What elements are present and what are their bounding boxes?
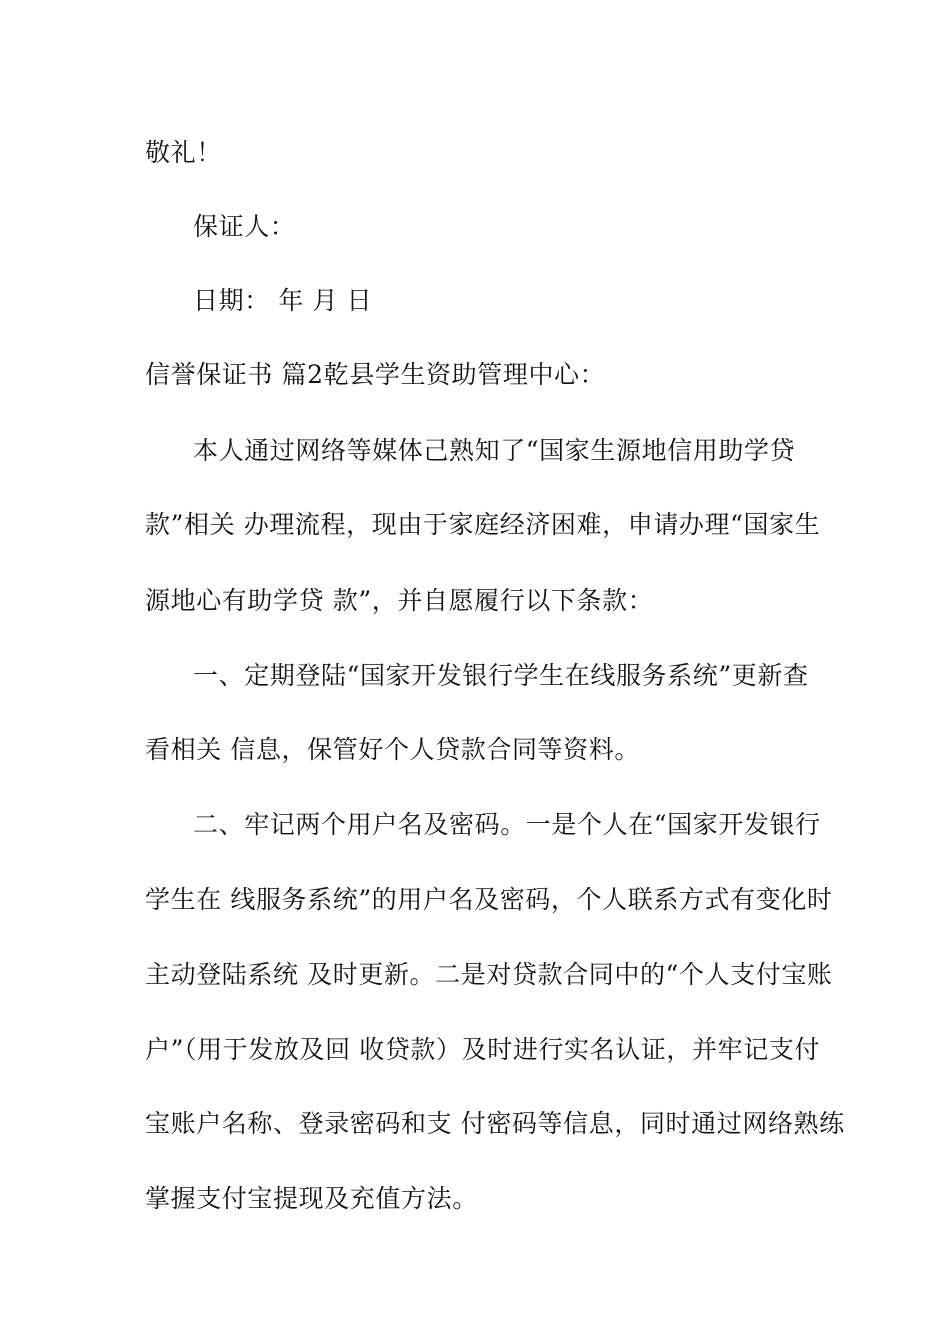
paragraph-line: 一、定期登陆“国家开发银行学生在线服务系统”更新查 — [193, 661, 809, 690]
paragraph-line: 款”相关 办理流程，现由于家庭经济困难，申请办理“国家生 — [145, 510, 821, 539]
paragraph-line: 学生在 线服务系统”的用户名及密码，个人联系方式有变化时 — [145, 885, 833, 914]
paragraph-line: 源地心有助学贷 款”，并自愿履行以下条款： — [145, 586, 654, 615]
paragraph-line: 掌握支付宝提现及充值方法。 — [145, 1184, 478, 1213]
date-label: 日期： 年 月 日 — [193, 286, 373, 315]
section-heading: 信誉保证书 篇2乾县学生资助管理中心： — [145, 360, 606, 389]
paragraph-line: 主动登陆系统 及时更新。二是对贷款合同中的“个人支付宝账 — [145, 960, 833, 989]
paragraph-line: 户”（用于发放及回 收贷款）及时进行实名认证，并牢记支付 — [145, 1035, 821, 1064]
guarantor-label: 保证人： — [193, 212, 296, 241]
paragraph-line: 宝账户名称、登录密码和支 付密码等信息，同时通过网络熟练 — [145, 1109, 845, 1138]
closing-salutation: 敬礼！ — [145, 138, 222, 167]
paragraph-line: 本人通过网络等媒体己熟知了“国家生源地信用助学贷 — [193, 436, 796, 465]
paragraph-line: 二、牢记两个用户名及密码。一是个人在“国家开发银行 — [193, 810, 821, 839]
paragraph-line: 看相关 信息，保管好个人贷款合同等资料。 — [145, 735, 640, 764]
